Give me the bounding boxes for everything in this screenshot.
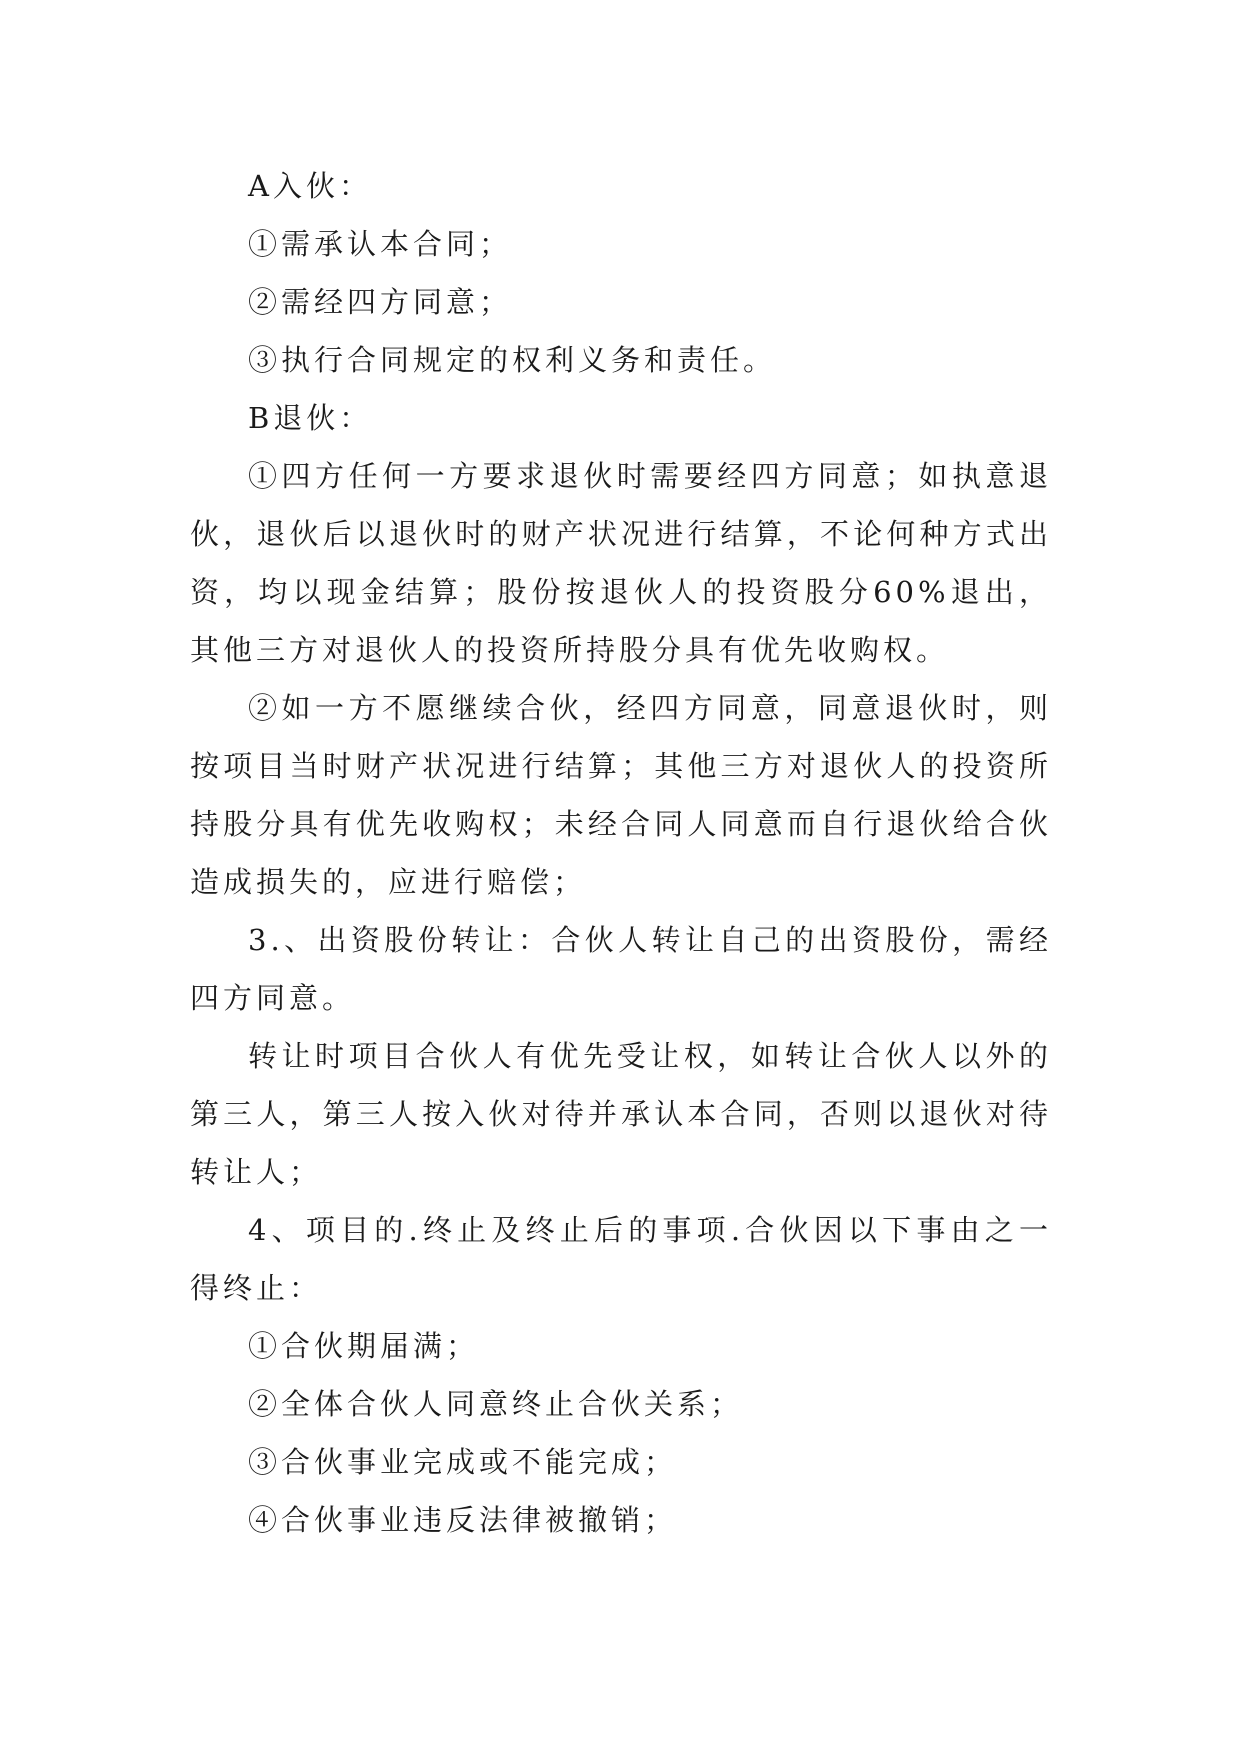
paragraph-join-heading: A入伙： bbox=[248, 169, 372, 203]
paragraph-termination-item-1: ①合伙期届满； bbox=[248, 1329, 480, 1363]
paragraph-withdraw-heading: B退伙： bbox=[248, 401, 373, 435]
paragraph-join-item-3: ③执行合同规定的权利义务和责任。 bbox=[248, 343, 777, 377]
paragraph-withdraw-item-1: ①四方任何一方要求退伙时需要经四方同意；如执意退伙，退伙后以退伙时的财产状况进行结算，不论何种方式出资，均以现金结算；股份按退伙人的投资股分60%退出，其他三方对退伙人的投资所持股分具有优先收购权。 bbox=[190, 459, 1052, 667]
paragraph-join-item-1: ①需承认本合同； bbox=[248, 227, 513, 261]
paragraph-termination-item-2: ②全体合伙人同意终止合伙关系； bbox=[248, 1387, 744, 1421]
paragraph-share-transfer: 3.、出资股份转让：合伙人转让自己的出资股份，需经四方同意。 bbox=[190, 923, 1052, 1015]
paragraph-join-item-2: ②需经四方同意； bbox=[248, 285, 513, 319]
paragraph-withdraw-item-2: ②如一方不愿继续合伙，经四方同意，同意退伙时，则按项目当时财产状况进行结算；其他三方对退伙人的投资所持股分具有优先收购权；未经合同人同意而自行退伙给合伙造成损失的，应进行赔偿； bbox=[190, 691, 1052, 899]
paragraph-transfer-priority: 转让时项目合伙人有优先受让权，如转让合伙人以外的第三人，第三人按入伙对待并承认本合同，否则以退伙对待转让人； bbox=[190, 1039, 1052, 1189]
document-body bbox=[190, 157, 1052, 1549]
paragraph-termination-item-3: ③合伙事业完成或不能完成； bbox=[248, 1445, 678, 1479]
paragraph-termination-item-4: ④合伙事业违反法律被撤销； bbox=[248, 1503, 678, 1537]
paragraph-termination-heading: 4、项目的.终止及终止后的事项.合伙因以下事由之一得终止： bbox=[190, 1213, 1052, 1305]
